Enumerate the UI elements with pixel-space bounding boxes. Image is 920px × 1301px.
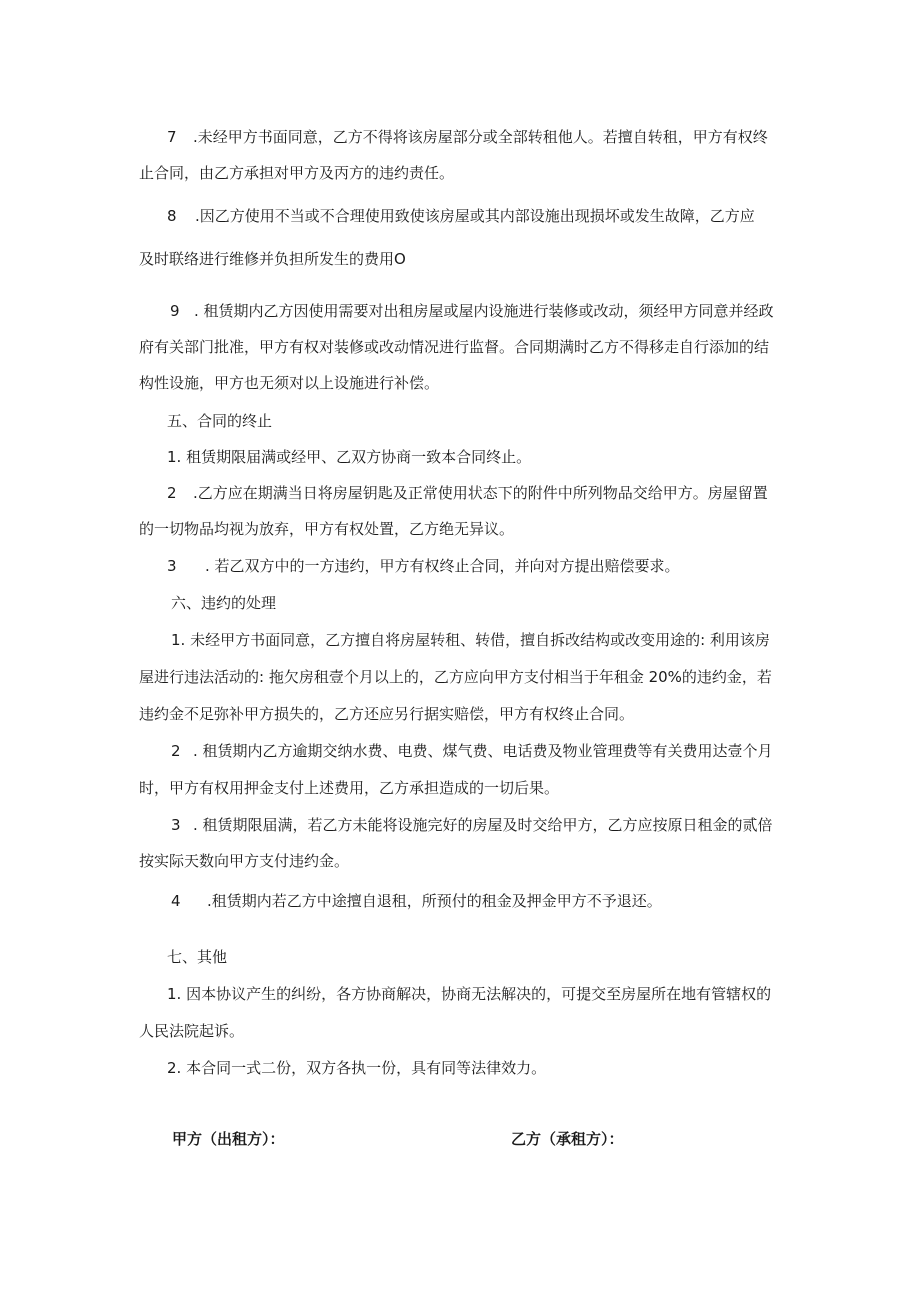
breach-4-line-1: 4 .租赁期内若乙方中途擅自退租，所预付的租金及押金甲方不予退还。 <box>171 892 662 910</box>
clause-8-number: 8 <box>167 207 177 225</box>
termination-1-line-1: 1. 租赁期限届满或经甲、乙双方协商一致本合同终止。 <box>167 448 532 466</box>
termination-2-number: 2 <box>167 484 177 502</box>
breach-3-line-1: 3 . 租赁期限届满，若乙方未能将设施完好的房屋及时交给甲方，乙方应按原日租金的贰倍 <box>171 816 773 834</box>
clause-9-line-1: 9 . 租赁期内乙方因使用需要对出租房屋或屋内设施进行装修或改动，须经甲方同意并经政 <box>170 302 774 320</box>
clause-8-line-2: 及时联络进行维修并负担所发生的费用O <box>139 250 406 268</box>
section-6-heading: 六、违约的处理 <box>171 594 277 612</box>
party-b-signature-label: 乙方（承租方）： <box>511 1130 624 1148</box>
section-5-heading: 五、合同的终止 <box>167 412 273 430</box>
breach-1-line-3: 违约金不足弥补甲方损失的，乙方还应另行据实赔偿，甲方有权终止合同。 <box>139 705 635 723</box>
other-2-line-1: 2. 本合同一式二份，双方各执一份，具有同等法律效力。 <box>167 1059 547 1077</box>
section-7-heading: 七、其他 <box>167 948 228 966</box>
party-a-signature-label: 甲方（出租方）： <box>172 1130 285 1148</box>
breach-1-line-2: 屋进行违法活动的: 拖欠房租壹个月以上的，乙方应向甲方支付相当于年租金 20%的违约金，若 <box>139 668 772 686</box>
clause-8-line-1: 8 .因乙方使用不当或不合理使用致使该房屋或其内部设施出现损坏或发生故障，乙方应 <box>167 207 755 225</box>
breach-2-line-1: 2 . 租赁期内乙方逾期交纳水费、电费、煤气费、电话费及物业管理费等有关费用达壹个月 <box>171 742 773 760</box>
other-1-line-2: 人民法院起诉。 <box>139 1022 245 1040</box>
clause-7-line-1: 7 .未经甲方书面同意，乙方不得将该房屋部分或全部转租他人。若擅自转租，甲方有权终 <box>167 128 768 146</box>
breach-3-number: 3 <box>171 816 181 834</box>
clause-9-line-2: 府有关部门批准，甲方有权对装修或改动情况进行监督。合同期满时乙方不得移走自行添加的结 <box>139 338 770 356</box>
other-1-line-1: 1. 因本协议产生的纠纷，各方协商解决，协商无法解决的，可提交至房屋所在地有管辖权的 <box>167 985 772 1003</box>
termination-2-line-2: 的一切物品均视为放弃，甲方有权处置，乙方绝无异议。 <box>139 520 515 538</box>
clause-7-number: 7 <box>167 128 177 146</box>
termination-3-number: 3 <box>167 557 177 575</box>
breach-4-number: 4 <box>171 892 181 910</box>
termination-2-line-1: 2 .乙方应在期满当日将房屋钥匙及正常使用状态下的附件中所列物品交给甲方。房屋留置 <box>167 484 768 502</box>
breach-3-line-2: 按实际天数向甲方支付违约金。 <box>139 852 350 870</box>
breach-1-line-1: 1. 未经甲方书面同意，乙方擅自将房屋转租、转借，擅自拆改结构或改变用途的: 利用该房 <box>171 631 770 649</box>
clause-9-number: 9 <box>170 302 180 320</box>
breach-2-line-2: 时，甲方有权用押金支付上述费用，乙方承担造成的一切后果。 <box>139 779 560 797</box>
clause-7-line-2: 止合同，由乙方承担对甲方及丙方的违约责任。 <box>139 164 455 182</box>
clause-9-line-3: 构性设施，甲方也无须对以上设施进行补偿。 <box>139 374 440 392</box>
termination-3-line-1: 3 . 若乙双方中的一方违约，甲方有权终止合同，并向对方提出赔偿要求。 <box>167 557 680 575</box>
breach-2-number: 2 <box>171 742 181 760</box>
